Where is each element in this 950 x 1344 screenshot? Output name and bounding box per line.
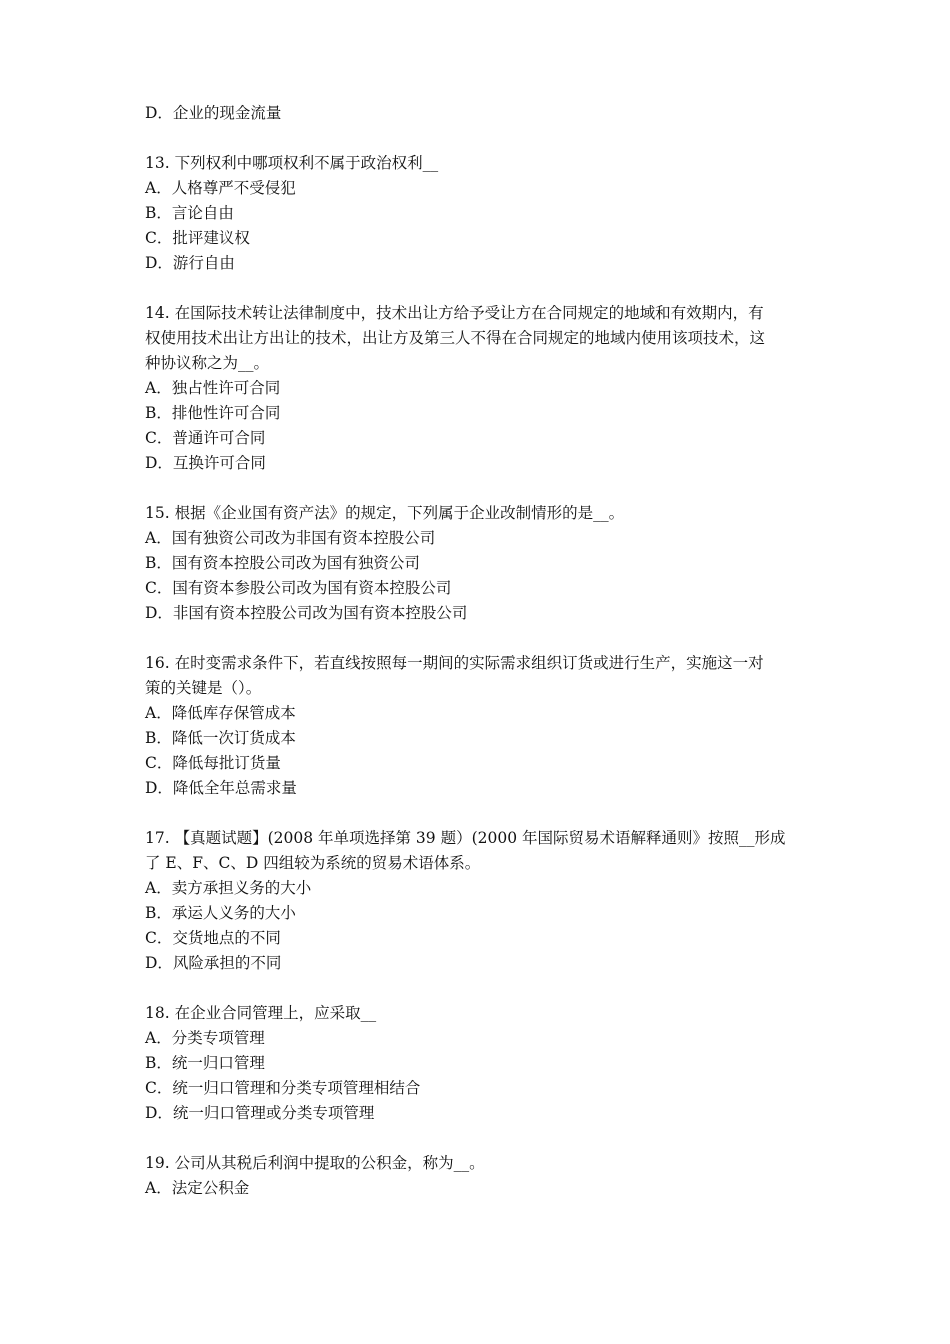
- option-d: D．统一归口管理或分类专项管理: [145, 1104, 375, 1122]
- option-d: D．风险承担的不同: [145, 954, 282, 972]
- option-a: A．降低库存保管成本: [145, 704, 296, 722]
- spacer: [145, 976, 825, 1001]
- question-stem-line-1: 17. 【真题试题】(2008 年单项选择第 39 题）(2000 年国际贸易术语解释通则》按照__形成: [145, 829, 786, 847]
- option-d: D．游行自由: [145, 254, 235, 272]
- spacer: [145, 1126, 825, 1151]
- option-b: B．降低一次订货成本: [145, 729, 296, 747]
- spacer: [145, 126, 825, 151]
- document-page: [145, 101, 825, 1201]
- question-stem-line-1: 16. 在时变需求条件下，若直线按照每一期间的实际需求组织订货或进行生产，实施这一对: [145, 654, 764, 672]
- option-a: A．法定公积金: [145, 1179, 250, 1197]
- q12-option-d: D．企业的现金流量: [145, 104, 282, 122]
- option-a: A．人格尊严不受侵犯: [145, 179, 296, 197]
- option-d: D．非国有资本控股公司改为国有资本控股公司: [145, 604, 468, 622]
- option-c: C．普通许可合同: [145, 429, 266, 447]
- option-a: A．国有独资公司改为非国有资本控股公司: [145, 529, 436, 547]
- question-stem-line-2: 权使用技术出让方出让的技术，出让方及第三人不得在合同规定的地域内使用该项技术，这: [145, 329, 766, 347]
- spacer: [145, 626, 825, 651]
- option-b: B．国有资本控股公司改为国有独资公司: [145, 554, 420, 572]
- question-18: [145, 1001, 825, 1126]
- option-c: C．批评建议权: [145, 229, 250, 247]
- option-b: B．统一归口管理: [145, 1054, 265, 1072]
- question-14: [145, 301, 825, 476]
- question-16: [145, 651, 825, 801]
- spacer: [145, 476, 825, 501]
- option-b: B．排他性许可合同: [145, 404, 281, 422]
- option-b: B．承运人义务的大小: [145, 904, 296, 922]
- question-17: [145, 826, 825, 976]
- option-c: C．交货地点的不同: [145, 929, 281, 947]
- option-d: D．降低全年总需求量: [145, 779, 297, 797]
- option-c: C．统一归口管理和分类专项管理相结合: [145, 1079, 421, 1097]
- option-b: B．言论自由: [145, 204, 234, 222]
- question-13: [145, 151, 825, 276]
- option-a: A．独占性许可合同: [145, 379, 281, 397]
- question-stem: 15. 根据《企业国有资产法》的规定，下列属于企业改制情形的是__。: [145, 504, 625, 522]
- question-stem-line-1: 14. 在国际技术转让法律制度中，技术出让方给予受让方在合同规定的地域和有效期内，有: [145, 304, 764, 322]
- question-19: [145, 1151, 825, 1201]
- option-d: D．互换许可合同: [145, 454, 266, 472]
- spacer: [145, 801, 825, 826]
- question-stem-line-2: 策的关键是（）。: [145, 679, 262, 697]
- question-stem: 18. 在企业合同管理上，应采取__: [145, 1004, 377, 1022]
- option-c: C．降低每批订货量: [145, 754, 281, 772]
- spacer: [145, 276, 825, 301]
- option-c: C．国有资本参股公司改为国有资本控股公司: [145, 579, 452, 597]
- question-stem: 19. 公司从其税后利润中提取的公积金，称为__。: [145, 1154, 485, 1172]
- question-stem-line-3: 种协议称之为__。: [145, 354, 270, 372]
- question-stem-line-2: 了 E、F、C、D 四组较为系统的贸易术语体系。: [145, 854, 481, 872]
- question-15: [145, 501, 825, 626]
- question-stem: 13. 下列权利中哪项权利不属于政治权利__: [145, 154, 439, 172]
- option-a: A．卖方承担义务的大小: [145, 879, 312, 897]
- option-a: A．分类专项管理: [145, 1029, 265, 1047]
